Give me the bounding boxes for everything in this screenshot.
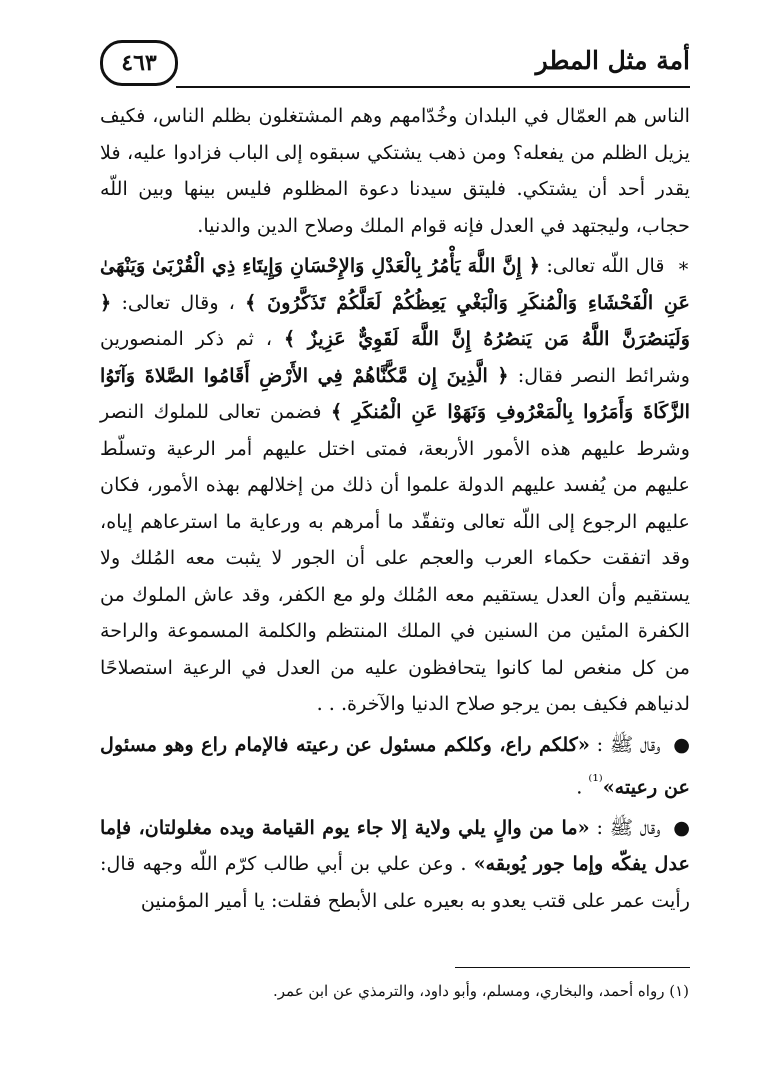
paragraph-2-rest: فضمن تعالى للملوك النصر وشرط عليهم هذه الأمور الأربعة، فمتى اختل عليهم أمر الرعية وتسلّط عليهم من يُفسد عليهم الدولة علموا أن ذلك من إخلالهم بهذه الأمور، فكان عليهم الرجوع إلى اللّه تعالى وتفقّد ما أمرهم به ورعاية ما استرعاهم إياه، وقد اتفقت حكماء العرب والعجم على أن الجور لا يثبت معه المُلك ولا يستقيم وأن العدل يستقيم معه المُلك ولو مع الكفر، وقد عاش الملوك من الكفرة المئين من السنين في الملك المنتظم والكلمة المسموعة والراحة من كل منغص لما كانوا يتحافظون عليه من العدل في الرعية استصلاحًا لدنياهم فكيف بمن يرجو صلاح الدنيا والآخرة. . . <box>100 400 690 715</box>
paragraph-3-end: . <box>576 775 589 799</box>
page-number: ٤٦٣ <box>121 50 157 76</box>
main-text <box>100 98 690 919</box>
paragraph-4 <box>100 810 690 920</box>
footnote-divider <box>455 967 690 968</box>
star-marker: ∗ <box>676 254 690 277</box>
paragraph-3 <box>100 727 690 806</box>
page-number-badge <box>100 40 178 86</box>
running-title: أمة مثل المطر <box>535 46 690 75</box>
quran-verse-1: ﴿ إِنَّ اللَّهَ يَأْمُرُ بِالْعَدْلِ وَالإِحْسَانِ وَإِيتَاءِ ذِي الْقُرْبَىٰ وَيَنْهَىٰ عَنِ الْفَحْشَاءِ وَالْمُنكَرِ وَالْبَغْيِ يَعِظُكُمْ لَعَلَّكُمْ تَذَكَّرُونَ ﴾ <box>100 254 690 314</box>
hadith-1: «كلكم راع، وكلكم مسئول عن رعيته فالإمام راع وهو مسئول عن رعيته» <box>100 732 690 799</box>
footnote: (١) رواه أحمد، والبخاري، ومسلم، وأبو داود، والترمذي عن ابن عمر. <box>272 982 689 1000</box>
paragraph-4-rest: . وعن علي بن أبي طالب كرّم اللّه وجهه قال: رأيت عمر على قتب يعدو به بعيره على الأبطح فقلت: يا أمير المؤمنين <box>100 852 690 912</box>
footnote-ref: ⁽¹⁾ <box>588 771 603 790</box>
paragraph-2-mid-1: ، وقال تعالى: <box>121 290 235 314</box>
bullet-marker: ● <box>673 732 690 756</box>
hadith-2: «ما من والٍ يلي ولاية إلا جاء يوم القيامة ويده مغلولتان، فإما عدل يفكّه وإما جور يُوبقه» <box>100 815 690 876</box>
bullet-marker: ● <box>673 815 690 839</box>
page-header <box>100 40 690 100</box>
paragraph-4-intro: وقال ﷺ : <box>596 815 661 839</box>
header-divider <box>176 86 690 88</box>
quran-verse-2: ﴿ وَلَيَنصُرَنَّ اللَّهُ مَن يَنصُرُهُ إِنَّ اللَّهَ لَقَوِيٌّ عَزِيزٌ ﴾ <box>100 290 690 350</box>
paragraph-1: الناس هم العمّال في البلدان وخُدّامهم وهم المشتغلون بظلم الناس، فكيف يزيل الظلم من يفعله؟ ومن ذهب يشتكي سبقوه إلى الباب فزادوا عليه، فلا يقدر أحد أن يشتكي. فليتق سيدنا دعوة المظلوم فليس بينها وبين اللّه حجاب، وليجتهد في العدل فإنه قوام الملك وصلاح الدين والدنيا. <box>100 104 690 237</box>
paragraph-2-intro: قال اللّه تعالى: <box>546 254 665 277</box>
paragraph-2 <box>100 248 690 723</box>
quran-verse-3: ﴿ الَّذِينَ إِن مَّكَّنَّاهُمْ فِي الأَرْضِ أَقَامُوا الصَّلاةَ وَآتَوُا الزَّكَاةَ وَأَمَرُوا بِالْمَعْرُوفِ وَنَهَوْا عَنِ الْمُنكَرِ ﴾ <box>100 363 691 423</box>
paragraph-3-intro: وقال ﷺ : <box>596 732 661 756</box>
paragraph-2-mid-2: ، ثم ذكر المنصورين وشرائط النصر فقال: <box>100 327 690 387</box>
